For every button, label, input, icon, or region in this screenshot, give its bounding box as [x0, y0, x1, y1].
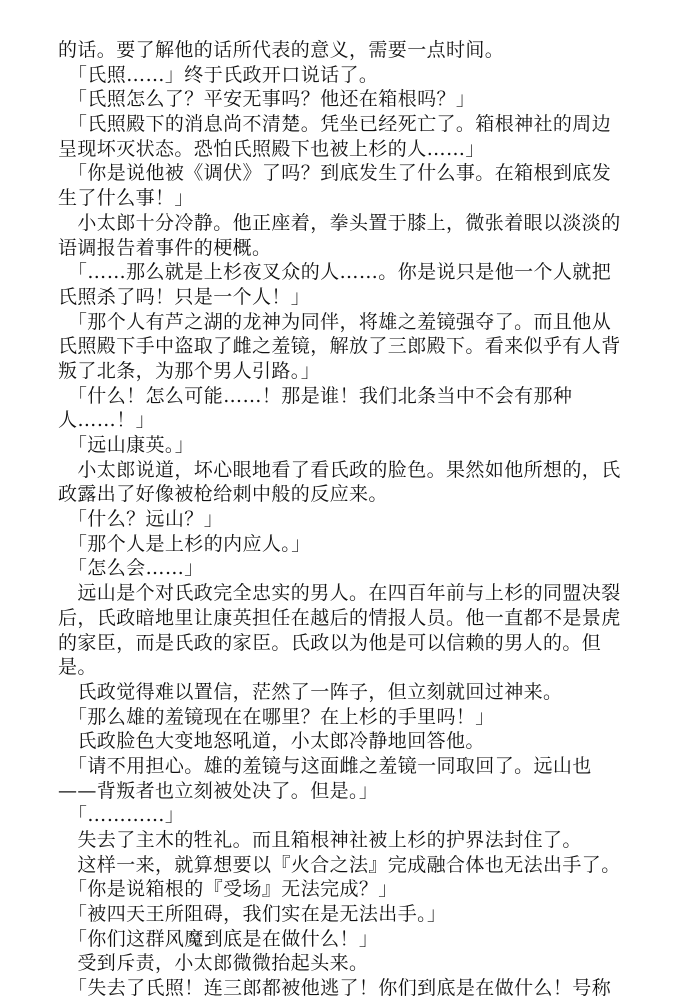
text-line: 语调报告着事件的梗概。 — [58, 236, 272, 259]
text-line: 「怎么会……」 — [58, 557, 204, 580]
text-line: 「氏照殿下的消息尚不清楚。凭坐已经死亡了。箱根神社的周边 — [58, 113, 612, 136]
text-line: 远山是个对氏政完全忠实的男人。在四百年前与上杉的同盟决裂 — [58, 582, 621, 605]
text-line: 政露出了好像被枪给刺中般的反应来。 — [58, 483, 388, 506]
text-line: 呈现坏灭状态。恐怕氏照殿下也被上杉的人……」 — [58, 137, 485, 160]
text-line: 后，氏政暗地里让康英担任在越后的情报人员。他一直都不是景虎 — [58, 606, 621, 629]
text-line: 「……那么就是上杉夜叉众的人……。你是说只是他一个人就把 — [58, 261, 612, 284]
text-line: 「什么？远山？」 — [58, 508, 224, 531]
text-line: 「那么雄的羞镜现在在哪里？在上杉的手里吗！」 — [58, 705, 495, 728]
text-line: 是。 — [58, 656, 97, 679]
text-line: 「什么！怎么可能……！那是谁！我们北条当中不会有那种 — [58, 384, 573, 407]
text-line: 小太郎十分冷静。他正座着，拳头置于膝上，微张着眼以淡淡的 — [58, 211, 621, 234]
text-line: 「那个人是上杉的内应人。」 — [58, 532, 311, 555]
text-line: 「…………」 — [58, 804, 185, 827]
text-line: 受到斥责，小太郎微微抬起头来。 — [58, 952, 369, 975]
text-line: 的家臣，而是氏政的家臣。氏政以为他是可以信赖的男人的。但 — [58, 631, 602, 654]
text-line: 生了什么事！」 — [58, 187, 194, 210]
text-line: 氏政觉得难以置信，茫然了一阵子，但立刻就回过神来。 — [58, 680, 563, 703]
text-line: 这样一来，就算想要以『火合之法』完成融合体也无法出手了。 — [58, 853, 621, 876]
text-line: 「氏照……」终于氏政开口说话了。 — [58, 63, 379, 86]
text-line: 「失去了氏照！连三郎都被他逃了！你们到底是在做什么！号称 — [58, 977, 612, 1000]
text-line: 「氏照怎么了？平安无事吗？他还在箱根吗？」 — [58, 88, 476, 111]
text-line: 的话。要了解他的话所代表的意义，需要一点时间。 — [58, 39, 505, 61]
text-line: 「被四天王所阻碍，我们实在是无法出手。」 — [58, 903, 447, 926]
text-line: 小太郎说道，坏心眼地看了看氏政的脸色。果然如他所想的，氏 — [58, 458, 621, 481]
text-line: 「那个人有芦之湖的龙神为同伴，将雄之羞镜强夺了。而且他从 — [58, 310, 612, 333]
text-line: 「你是说箱根的『受场』无法完成？」 — [58, 878, 398, 901]
text-line: 失去了主木的牲礼。而且箱根神社被上杉的护界法封住了。 — [58, 829, 582, 851]
text-line: 氏政脸色大变地怒吼道，小太郎冷静地回答他。 — [58, 730, 485, 753]
text-line: 叛了北条，为那个男人引路。」 — [58, 359, 321, 382]
text-line: 氏照殿下手中盗取了雌之羞镜，解放了三郎殿下。看来似乎有人背 — [58, 335, 621, 358]
text-line: 「请不用担心。雄的羞镜与这面雌之羞镜一同取回了。远山也 — [58, 754, 592, 777]
text-line: 「你是说他被《调伏》了吗？到底发生了什么事。在箱根到底发 — [58, 162, 612, 185]
text-line: 人……！」 — [58, 409, 156, 432]
text-line: 氏照杀了吗！只是一个人！」 — [58, 285, 311, 308]
text-body — [58, 38, 698, 1001]
text-line: ——背叛者也立刻被处决了。但是。」 — [58, 779, 379, 802]
text-line: 「你们这群风魔到底是在做什么！」 — [58, 927, 379, 950]
text-line: 「远山康英。」 — [58, 434, 195, 456]
